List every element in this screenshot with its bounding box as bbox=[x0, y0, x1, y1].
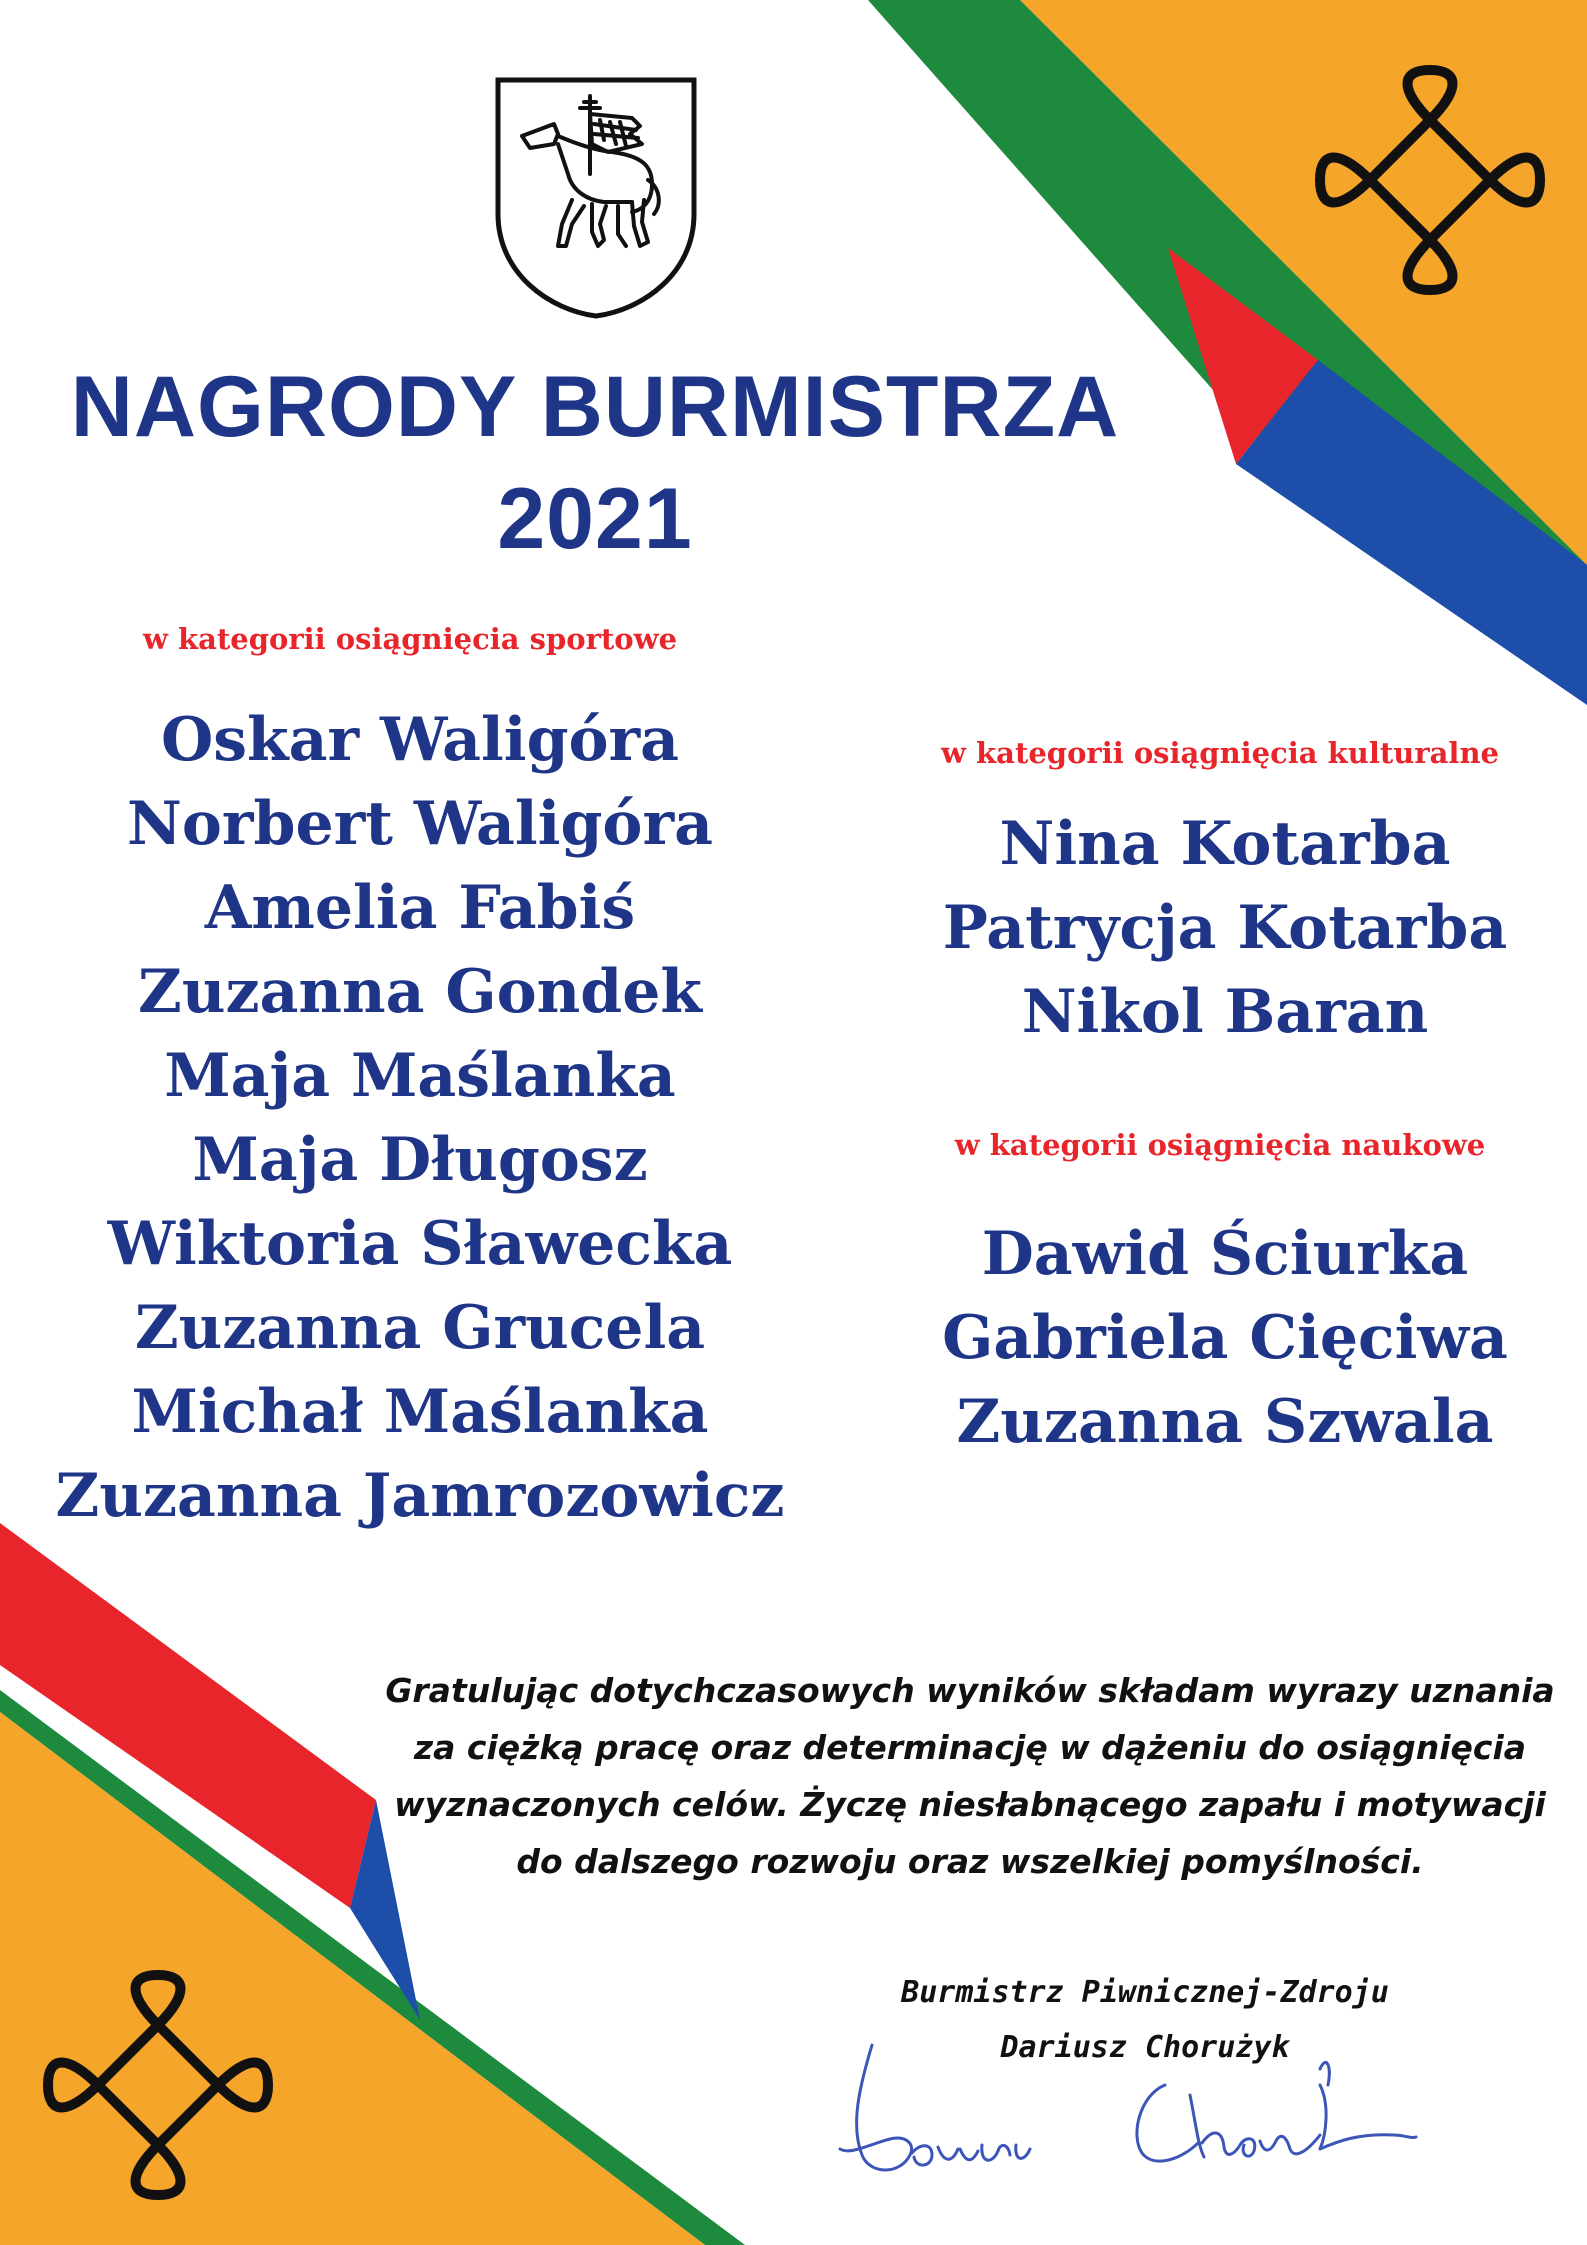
list-item: Maja Maślanka bbox=[164, 1041, 676, 1111]
list-item: Oskar Waligóra bbox=[160, 705, 680, 775]
category-label-culture: w kategorii osiągnięcia kulturalne bbox=[941, 736, 1499, 770]
page-title-year: 2021 bbox=[497, 471, 693, 567]
category-label-sport: w kategorii osiągnięcia sportowe bbox=[142, 622, 678, 656]
page-title: NAGRODY BURMISTRZA bbox=[70, 359, 1120, 455]
signatory-name: Dariusz Chorużyk bbox=[1000, 2030, 1290, 2065]
list-item: Michał Maślanka bbox=[131, 1377, 709, 1447]
celtic-knot-icon-bottom bbox=[38, 1965, 278, 2205]
message-line: do dalszego rozwoju oraz wszelkiej pomyślności. bbox=[516, 1842, 1424, 1881]
message-line: Gratulując dotychczasowych wyników składam wyrazy uznania bbox=[385, 1671, 1555, 1710]
list-item: Zuzanna Jamrozowicz bbox=[55, 1461, 785, 1531]
congratulation-message bbox=[360, 1662, 1580, 1890]
message-line: za ciężką pracę oraz determinację w dążeniu do osiągnięcia bbox=[413, 1728, 1527, 1767]
list-item: Nina Kotarba bbox=[999, 809, 1451, 879]
list-item: Norbert Waligóra bbox=[127, 789, 713, 859]
list-item: Patrycja Kotarba bbox=[942, 893, 1508, 963]
coat-of-arms-lamb-icon bbox=[492, 74, 700, 320]
category-label-science: w kategorii osiągnięcia naukowe bbox=[954, 1128, 1486, 1162]
list-item: Nikol Baran bbox=[1021, 977, 1429, 1047]
names-list-sport bbox=[0, 698, 840, 1538]
list-item: Wiktoria Sławecka bbox=[107, 1209, 733, 1279]
list-item: Gabriela Cięciwa bbox=[942, 1303, 1508, 1373]
names-list-science bbox=[880, 1212, 1570, 1464]
list-item: Maja Długosz bbox=[192, 1125, 648, 1195]
celtic-knot-icon-top bbox=[1310, 60, 1550, 300]
signatory-position: Burmistrz Piwnicznej-Zdroju bbox=[901, 1975, 1389, 2010]
handwritten-signature bbox=[820, 2025, 1440, 2195]
list-item: Zuzanna Grucela bbox=[134, 1293, 706, 1363]
list-item: Dawid Ściurka bbox=[981, 1219, 1469, 1289]
list-item: Zuzanna Szwala bbox=[956, 1387, 1494, 1457]
message-line: wyznaczonych celów. Życzę niesłabnącego zapału i motywacji bbox=[394, 1785, 1546, 1824]
list-item: Zuzanna Gondek bbox=[138, 957, 702, 1027]
names-list-culture bbox=[880, 802, 1570, 1054]
list-item: Amelia Fabiś bbox=[204, 873, 636, 943]
